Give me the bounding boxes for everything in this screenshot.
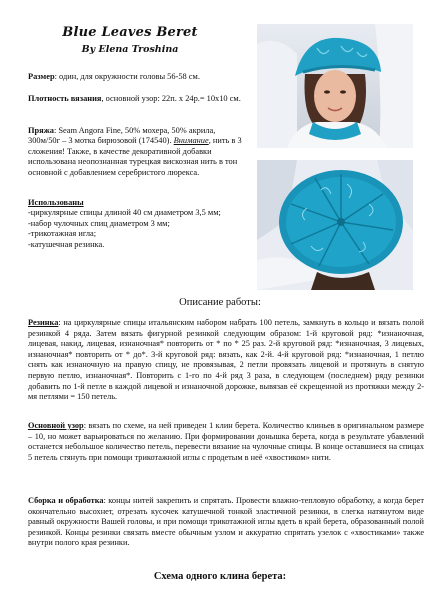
assembly-paragraph: [28, 496, 424, 549]
tools-item: -трикотажная игла;: [28, 229, 97, 239]
description-heading-text: Описание работы: [179, 297, 258, 308]
yarn-text: : Seam Angora Fine, 50% мохера, 50% акрила, 300м/50г – 3 мотка бирюзовой (174540).: [28, 126, 216, 146]
photo-beret-top-view-image: [257, 160, 413, 290]
main-pattern-text: : вязать по схеме, на ней приведен 1 клин берета. Количество клиньев в оригинальном размере – 10, но может варьироваться по желанию. При формировании донышка берета, когда в результате убавлений останется небольшое количество петель, перевести вязание на чулочные спицы. В конце оставшиеся на спицах 5 петель стянуть при помощи трикотажной иглы с продетым в неё «хвостиком» нити.: [28, 421, 424, 462]
attention-text: , нить в 3 сложения! Также, в качестве декоративной добавки использована неопознанная турецкая вискозная нить в тон основной с добавлением серебристого люрекса.: [28, 136, 242, 177]
rib-text: : на циркулярные спицы итальянским набором набрать 100 петель, замкнуть в кольцо и вязать полой резинкой 4 ряда. Затем вязать фигурной резинкой следующим образом: 1-й круговой ряд: *изнаночная, лицевая, накид, лицевая, изнаночная* повторить от * по * 25 раз. 2-й круговой ряд: *изнаночная, 3 лицевых, изнаночная* повторить от * до*. 3-й круговой ряд: вязать, как 2-й. 4-й круговой ряд: *изнаночная, 1 петлю снять как изнаночную на правую спицу, не провязывая, 2 петли провязать лицевой и протянуть в снятую первую петлю, изнаночная*. Повторить с 1-го по 4-й ряд 3 раза, в следующем (последнем) ряду резинки добавить по 1-й петле в каждой лицевой и изнаночной дорожке, вывязав её скрещенной из протяжки между 2-мя петлями = 150 петель.: [28, 318, 424, 402]
rib-paragraph: [28, 318, 424, 403]
tools-item: -набор чулочных спиц диаметром 3 мм;: [28, 218, 170, 228]
tools-paragraph: [28, 198, 248, 250]
chart-heading-colon: :: [282, 571, 287, 582]
assembly-label: Сборка и обработка: [28, 496, 104, 505]
rib-label: Резинка: [28, 318, 59, 327]
size-paragraph: [28, 72, 248, 82]
gauge-text: , основной узор: 22п. х 24р.= 10х10 см.: [101, 94, 241, 103]
yarn-label: Пряжа: [28, 126, 54, 135]
tools-label: Использованы: [28, 198, 84, 207]
main-pattern-label: Основной узор: [28, 421, 84, 430]
photo-woman-wearing-beret-image: [257, 24, 413, 148]
description-heading-colon: :: [257, 297, 261, 308]
size-label: Размер: [28, 72, 55, 81]
assembly-text: : концы нитей закрепить и спрятать. Провести влажно-тепловую обработку, а когда берет окончательно высохнет, отрезать кусочек катушечной тонкой эластичной резинки, в слегка натянутом виде равный окружности Вашей головы, и при помощи трикотажной иглы вдеть в край берета, образованный полой резинкой. Концы резинки связать вместе обычным узлом и аккуратно спрятать узелок с «хвостиками» также внутри полого края резинки.: [28, 496, 424, 548]
size-text: : один, для окружности головы 56-58 см.: [54, 72, 200, 81]
chart-heading-text: Схема одного клина берета: [153, 571, 283, 582]
photo-beret-top-view: [257, 160, 413, 290]
yarn-paragraph: [28, 126, 248, 178]
attention-label: Внимание: [173, 136, 209, 146]
tools-item: -катушечная резинка.: [28, 239, 105, 249]
gauge-label: Плотность вязания: [28, 94, 102, 103]
description-heading: [0, 297, 440, 308]
photo-woman-wearing-beret: [257, 24, 413, 148]
chart-heading: [0, 571, 440, 582]
gauge-paragraph: [28, 94, 248, 104]
pattern-author: By Elena Troshina: [81, 44, 179, 55]
main-pattern-paragraph: [28, 421, 424, 463]
tools-item: -циркулярные спицы длиной 40 см диаметром 3,5 мм;: [28, 208, 221, 218]
pattern-title: Blue Leaves Beret: [62, 25, 198, 40]
